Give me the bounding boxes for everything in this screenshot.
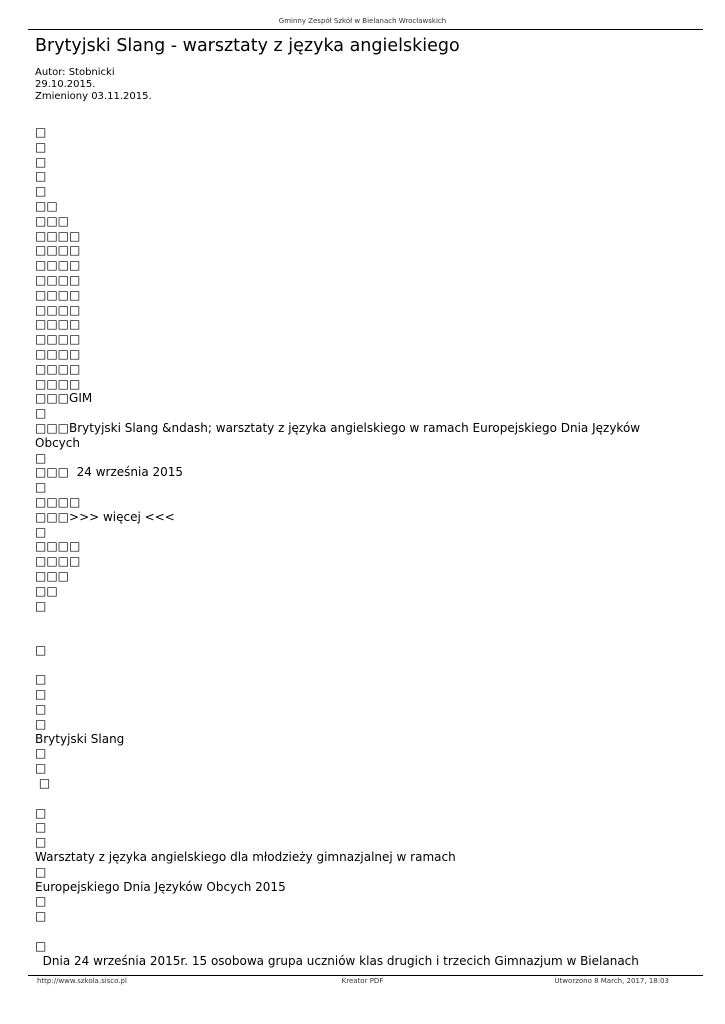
body-line: □ — [35, 864, 47, 879]
body-line: □□□□ — [35, 332, 81, 347]
blank-line — [35, 613, 665, 628]
body-line: □□□□ — [35, 346, 81, 361]
body-line: □□ — [35, 198, 58, 213]
body-line: □□□□ — [35, 272, 81, 287]
body-line: □ — [35, 776, 51, 791]
body-line: □□□ 24 września 2015 — [35, 465, 184, 480]
body-line: □□ — [35, 583, 58, 598]
blank-line — [35, 658, 665, 673]
footer-generator: Kreator PDF — [341, 977, 384, 985]
modified-date: Zmieniony 03.11.2015. — [35, 91, 152, 102]
body-line: □ — [35, 154, 47, 169]
body-line: Dnia 24 września 2015r. 15 osobowa grupa uczniów klas drugich i trzecich Gimnazjum w Bielanach — [35, 953, 639, 968]
body-line: □□□GIM — [35, 391, 93, 406]
body-line: □□□□ — [35, 554, 81, 569]
body-line: □ — [35, 894, 47, 909]
body-line: □□□ — [35, 213, 70, 228]
body-line: □ — [35, 169, 47, 184]
body-line: □ — [35, 406, 47, 421]
document-title: Brytyjski Slang - warsztaty z języka angielskiego — [35, 36, 460, 56]
footer-url: http://www.szkola.sisco.pl — [37, 977, 127, 985]
body-line: Brytyjski Slang — [35, 731, 125, 746]
body-line: □ — [35, 716, 47, 731]
body-line: □ — [35, 139, 47, 154]
body-line: □□□□ — [35, 258, 81, 273]
body-line: □ — [35, 702, 47, 717]
body-line: □□□>>> więcej <<< — [35, 509, 175, 524]
document-body — [35, 125, 665, 968]
body-line: □ — [35, 125, 47, 139]
body-line: □□□ — [35, 568, 70, 583]
body-line: □ — [35, 805, 47, 820]
body-line: □ — [35, 672, 47, 687]
blank-line — [35, 924, 665, 939]
body-line: □ — [35, 909, 47, 924]
body-line: □□□□ — [35, 494, 81, 509]
header-rule — [28, 29, 703, 30]
body-line: □□□□ — [35, 302, 81, 317]
footer-rule — [28, 975, 703, 976]
body-line: □□□□ — [35, 361, 81, 376]
body-line: Europejskiego Dnia Języków Obcych 2015 — [35, 879, 286, 894]
body-line: □ — [35, 642, 47, 657]
body-line: □ — [35, 687, 47, 702]
body-line: □□□□ — [35, 539, 81, 554]
body-line: □ — [35, 480, 47, 495]
body-line: □ — [35, 598, 47, 613]
author-line: Autor: Stobnicki — [35, 67, 115, 78]
body-line: □ — [35, 938, 47, 953]
blank-line — [35, 628, 665, 643]
created-date: 29.10.2015. — [35, 79, 96, 90]
blank-line — [35, 791, 665, 806]
body-line: □ — [35, 835, 47, 850]
body-line: □ — [35, 524, 47, 539]
body-line: Warsztaty z języka angielskiego dla młodzieży gimnazjalnej w ramach — [35, 850, 456, 865]
body-line: □ — [35, 184, 47, 199]
body-line: □□□□ — [35, 317, 81, 332]
body-line: □ — [35, 761, 47, 776]
body-line: □□□Brytyjski Slang &ndash; warsztaty z języka angielskiego w ramach Europejskiego Dnia Języków Obcych — [35, 420, 644, 450]
body-line: □□□□ — [35, 376, 81, 391]
body-line: □ — [35, 746, 47, 761]
page-header: Gminny Zespół Szkół w Bielanach Wrocławskich — [278, 17, 447, 25]
body-line: □ — [35, 820, 47, 835]
body-line: □□□□ — [35, 228, 81, 243]
body-line: □□□□ — [35, 287, 81, 302]
body-line: □ — [35, 450, 47, 465]
footer-created: Utworzono 8 March, 2017, 18:03 — [554, 977, 669, 985]
document-meta — [35, 67, 152, 103]
body-line: □□□□ — [35, 243, 81, 258]
